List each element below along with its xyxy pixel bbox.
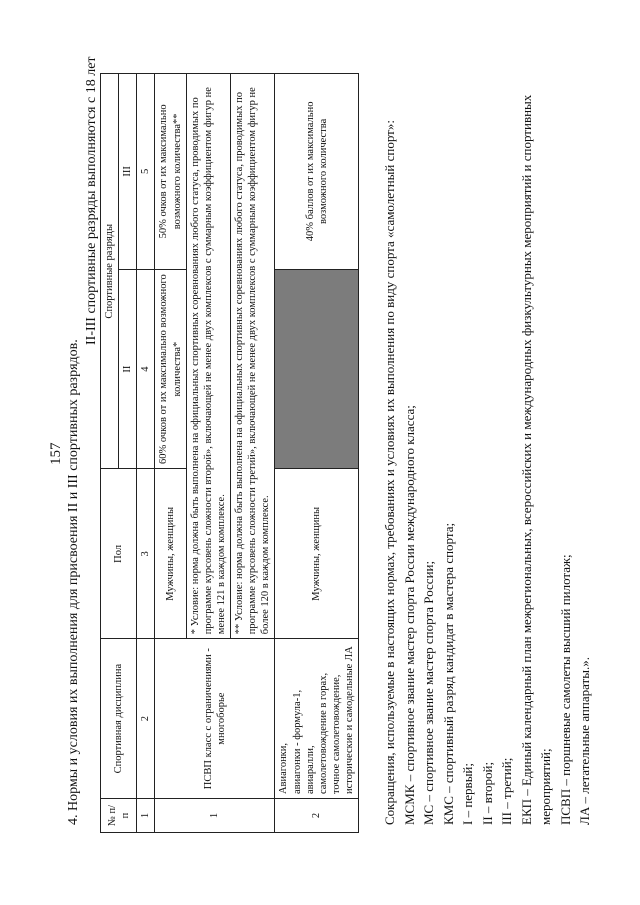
row1-iii: 50% очков от их максимально возможного количества** bbox=[155, 74, 186, 270]
index-cell: 1 bbox=[137, 799, 155, 833]
row1-note1: * Условие: норма должна быть выполнена на официальных спортивных соревнованиях любого статуса, проводимых по программе курсовень сложности второй», включающей не менее двух комплексов с суммарным коэффициентом фигур не менее 121 в каждом комплексе. bbox=[186, 74, 230, 639]
index-cell: 3 bbox=[137, 469, 155, 639]
section-heading: 4. Нормы и условия их выполнения для присвоения II и III спортивных разрядов. bbox=[66, 339, 81, 825]
header-num: № п/п bbox=[101, 799, 137, 833]
row2-discipline-line: Авиагонки, bbox=[278, 742, 290, 795]
abbreviations-intro: Сокращения, используемые в настоящих нормах, требованиях и условиях их выполнения по виду спорта «самолетный спорт»: bbox=[382, 120, 397, 825]
abbreviation-item: I – первый; bbox=[460, 763, 475, 825]
header-rank-ii: II bbox=[119, 269, 137, 469]
abbreviation-item: МСМК – спортивное звание мастер спорта России международного класса; bbox=[401, 405, 417, 825]
abbreviation-item: II – второй; bbox=[479, 761, 495, 825]
row1-discipline: ПСВП класс с ограничениями - многоборье bbox=[155, 639, 275, 799]
abbreviation-item: ЕКП – Единый календарный план межрегиональных, всероссийских и международных физкультурных мероприятий и спортивных мероприятий; bbox=[518, 94, 553, 825]
index-cell: 5 bbox=[137, 74, 155, 270]
row1-ii: 60% очков от их максимально возможного количества* bbox=[155, 269, 186, 469]
header-discipline: Спортивная дисциплина bbox=[101, 639, 137, 799]
row2-discipline bbox=[275, 639, 359, 799]
abbreviation-item: III – третий; bbox=[499, 757, 514, 825]
abbreviation-item: ПСВП – поршневые самолеты высший пилотаж; bbox=[557, 554, 573, 825]
index-row bbox=[137, 74, 155, 833]
table-row bbox=[275, 74, 359, 833]
header-ranks: Спортивные разряды bbox=[101, 74, 119, 469]
abbreviation-item: КМС – спортивный разряд кандидат в мастера спорта; bbox=[440, 522, 456, 825]
table-row bbox=[155, 74, 186, 833]
header-gender: Пол bbox=[101, 469, 137, 639]
section-subheading: II-III спортивные разряды выполняются с 18 лет bbox=[84, 56, 99, 345]
row1-num: 1 bbox=[155, 799, 275, 833]
index-cell: 2 bbox=[137, 639, 155, 799]
header-row bbox=[101, 74, 119, 833]
row1-note2: ** Условие: норма должна быть выполнена на официальных спортивных соревнованиях любого статуса, проводимых по программе курсовень сложности третий», включающей не менее двух комплексов с суммарным коэффициентом фигур не более 120 в каждом комплексе. bbox=[231, 74, 275, 639]
abbreviation-item: ЛА – летательные аппараты.». bbox=[577, 657, 592, 825]
row1-gender: Мужчины, женщины bbox=[155, 469, 186, 639]
row2-discipline-line: авиаралли, bbox=[304, 745, 316, 795]
row2-discipline-line: исторические и самодельные ЛА bbox=[344, 646, 355, 795]
row2-discipline-line: самолетовождение в горах, bbox=[317, 672, 329, 795]
row2-num: 2 bbox=[275, 799, 359, 833]
row2-discipline-line: точное самолетовождение, bbox=[330, 674, 342, 795]
row2-iii: 40% баллов от их максимально возможного количества bbox=[275, 74, 359, 270]
header-rank-iii: III bbox=[119, 74, 137, 270]
abbreviations-block bbox=[380, 45, 595, 825]
norms-table bbox=[100, 73, 359, 833]
index-cell: 4 bbox=[137, 269, 155, 469]
row2-gender: Мужчины, женщины bbox=[275, 469, 359, 639]
page-number: 157 bbox=[48, 442, 64, 465]
row2-ii-shaded bbox=[275, 269, 359, 469]
row2-discipline-line: авиагонки - формула-1, bbox=[291, 689, 303, 795]
abbreviation-item: МС – спортивное звание мастер спорта России; bbox=[421, 560, 436, 825]
